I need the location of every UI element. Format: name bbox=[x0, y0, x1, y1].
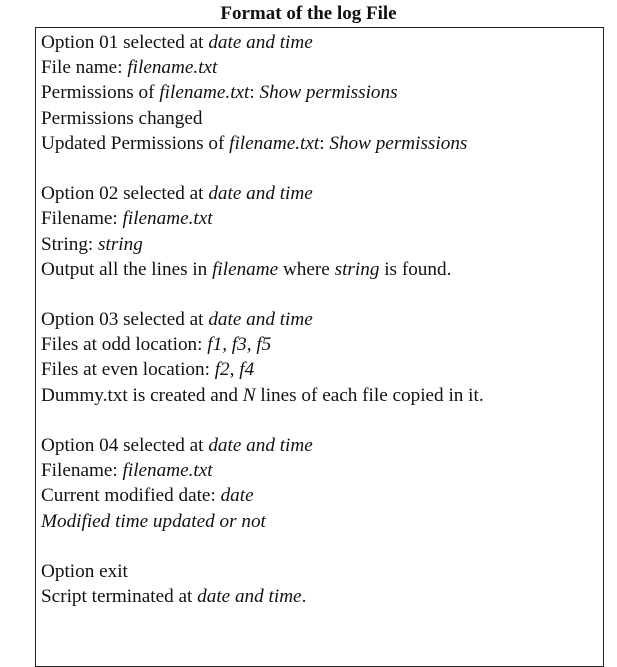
placeholder-text: f1, f3, f5 bbox=[207, 334, 272, 356]
placeholder-text: filename.txt bbox=[159, 82, 250, 104]
literal-text: Option exit bbox=[41, 560, 128, 582]
literal-text: Files at even location: bbox=[41, 359, 215, 381]
log-line bbox=[41, 433, 601, 458]
placeholder-text: Show permissions bbox=[329, 132, 468, 154]
literal-text: where bbox=[278, 258, 335, 280]
section-spacer bbox=[41, 534, 601, 559]
literal-text: Filename: bbox=[41, 208, 123, 230]
placeholder-text: filename.txt bbox=[122, 208, 213, 230]
literal-text: lines of each file copied in it. bbox=[255, 384, 484, 406]
literal-text: Permissions of bbox=[41, 82, 160, 104]
literal-text: : bbox=[319, 132, 330, 154]
literal-text: Filename: bbox=[41, 460, 123, 482]
document-title: Format of the log File bbox=[220, 3, 397, 24]
placeholder-text: date and time bbox=[208, 32, 313, 53]
literal-text: Current modified date: bbox=[41, 485, 221, 507]
placeholder-text: filename bbox=[212, 258, 279, 280]
log-line bbox=[41, 55, 601, 80]
placeholder-text: string bbox=[98, 233, 143, 255]
placeholder-text: filename.txt bbox=[229, 132, 320, 154]
log-line bbox=[41, 483, 601, 508]
log-line bbox=[41, 509, 601, 534]
log-line bbox=[41, 181, 601, 206]
section-spacer bbox=[41, 156, 601, 181]
placeholder-text: string bbox=[334, 258, 380, 280]
literal-text: Option 01 selected at bbox=[41, 32, 209, 53]
literal-text: String: bbox=[41, 233, 99, 255]
log-line bbox=[41, 357, 601, 382]
log-section bbox=[41, 559, 601, 609]
literal-text: Option 04 selected at bbox=[41, 435, 209, 456]
literal-text: . bbox=[301, 586, 307, 608]
log-line bbox=[41, 80, 601, 105]
log-line bbox=[41, 206, 601, 231]
placeholder-text: Show permissions bbox=[259, 82, 398, 104]
log-section bbox=[41, 433, 601, 534]
literal-text: : bbox=[249, 82, 260, 104]
literal-text: Permissions changed bbox=[41, 107, 203, 129]
section-spacer bbox=[41, 408, 601, 433]
literal-text: Script terminated at bbox=[41, 586, 198, 608]
literal-text: Output all the lines in bbox=[41, 258, 213, 280]
literal-text: Dummy.txt is created and bbox=[41, 384, 243, 406]
log-line bbox=[41, 383, 601, 408]
literal-text: Option 02 selected at bbox=[41, 183, 209, 205]
placeholder-text: date bbox=[220, 485, 254, 507]
log-section bbox=[41, 307, 601, 408]
log-line bbox=[41, 232, 601, 257]
literal-text: Updated Permissions of bbox=[41, 132, 230, 154]
placeholder-text: filename.txt bbox=[122, 460, 213, 482]
log-line bbox=[41, 559, 601, 584]
literal-text: Option 03 selected at bbox=[41, 309, 209, 331]
placeholder-text: date and time bbox=[208, 435, 313, 456]
literal-text: is found. bbox=[379, 258, 452, 280]
literal-text: Files at odd location: bbox=[41, 334, 208, 356]
placeholder-text: N bbox=[242, 384, 256, 406]
placeholder-text: date and time bbox=[197, 586, 302, 608]
log-line bbox=[41, 106, 601, 131]
log-line bbox=[41, 332, 601, 357]
log-section bbox=[41, 181, 601, 282]
log-line bbox=[41, 584, 601, 609]
section-spacer bbox=[41, 282, 601, 307]
placeholder-text: f2, f4 bbox=[214, 359, 255, 381]
literal-text: File name: bbox=[41, 57, 128, 79]
placeholder-text: date and time bbox=[208, 309, 313, 331]
log-line bbox=[41, 131, 601, 156]
placeholder-text: Modified time updated or not bbox=[41, 510, 266, 532]
log-format-content bbox=[41, 30, 601, 609]
log-line bbox=[41, 458, 601, 483]
log-line bbox=[41, 257, 601, 282]
placeholder-text: date and time bbox=[208, 183, 313, 205]
log-line bbox=[41, 307, 601, 332]
log-section bbox=[41, 30, 601, 156]
log-line bbox=[41, 30, 601, 55]
placeholder-text: filename.txt bbox=[127, 57, 218, 79]
